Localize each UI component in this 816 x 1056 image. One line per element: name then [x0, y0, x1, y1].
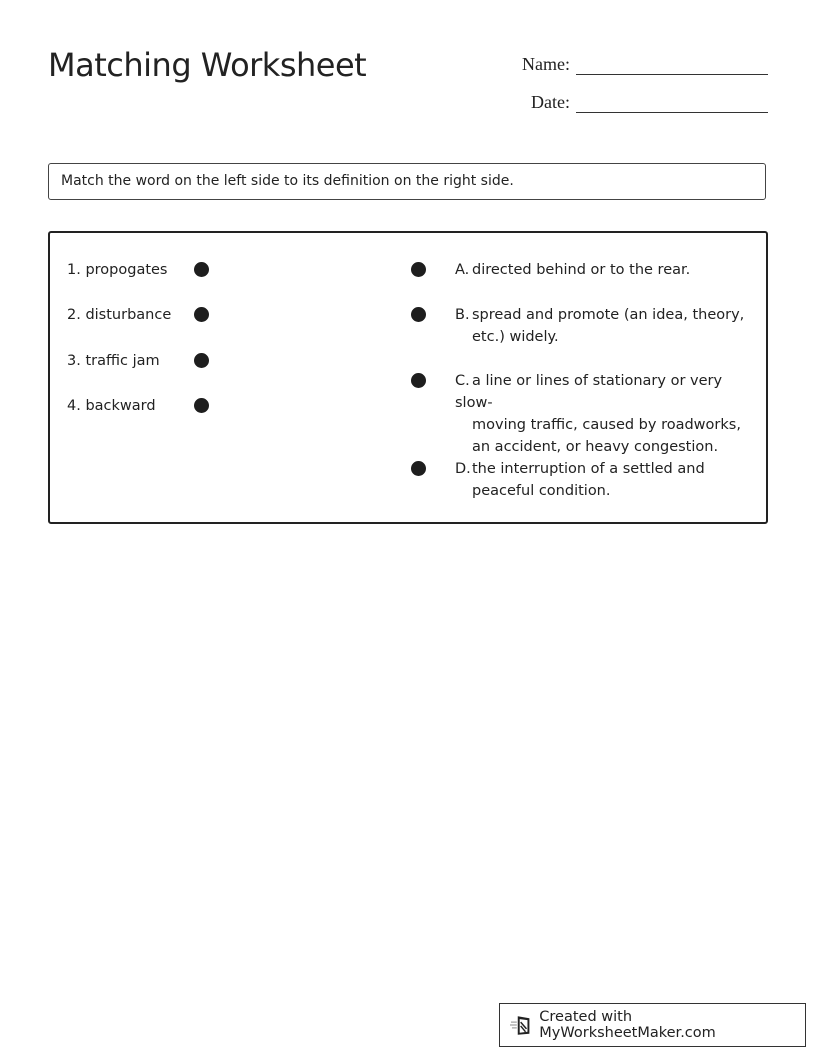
footer-text: Created with MyWorksheetMaker.com	[539, 1009, 716, 1041]
definition-match-dot[interactable]	[411, 307, 426, 322]
term-item: 3. traffic jam	[67, 353, 160, 369]
definition-text-continued: peaceful condition.	[472, 483, 611, 499]
definition-text: a line or lines of stationary or very slow-	[455, 373, 723, 411]
definition-text: the interruption of a settled and	[472, 461, 705, 477]
name-blank-line[interactable]	[576, 58, 768, 75]
term-item: 2. disturbance	[67, 307, 172, 323]
term-match-dot[interactable]	[194, 398, 209, 413]
definition-text-continued: etc.) widely.	[472, 329, 559, 345]
footer-badge[interactable]	[499, 1003, 806, 1047]
date-field	[500, 92, 768, 113]
definition-item	[455, 370, 755, 458]
term-item: 1. propogates	[67, 262, 168, 278]
definition-match-dot[interactable]	[411, 373, 426, 388]
definition-text-continued: moving traffic, caused by roadworks, an accident, or heavy congestion.	[472, 417, 741, 455]
definition-letter: D.	[455, 461, 471, 477]
date-label: Date:	[531, 92, 570, 112]
definition-item	[455, 259, 755, 281]
term-match-dot[interactable]	[194, 307, 209, 322]
page-title: Matching Worksheet	[48, 46, 367, 84]
definition-match-dot[interactable]	[411, 262, 426, 277]
definition-match-dot[interactable]	[411, 461, 426, 476]
name-field	[500, 54, 768, 75]
definition-item	[455, 304, 755, 348]
term-item: 4. backward	[67, 398, 156, 414]
definition-letter: B.	[455, 307, 470, 323]
instructions-box: Match the word on the left side to its definition on the right side.	[48, 163, 766, 200]
term-match-dot[interactable]	[194, 262, 209, 277]
name-label: Name:	[522, 54, 570, 74]
definition-letter: A.	[455, 262, 470, 278]
definition-letter: C.	[455, 373, 470, 389]
date-blank-line[interactable]	[576, 96, 768, 113]
worksheet-maker-logo-icon	[510, 1013, 533, 1037]
matching-area	[48, 231, 768, 524]
definition-item	[455, 458, 755, 502]
definition-text: spread and promote (an idea, theory,	[472, 307, 745, 323]
term-match-dot[interactable]	[194, 353, 209, 368]
definition-text: directed behind or to the rear.	[472, 262, 691, 278]
